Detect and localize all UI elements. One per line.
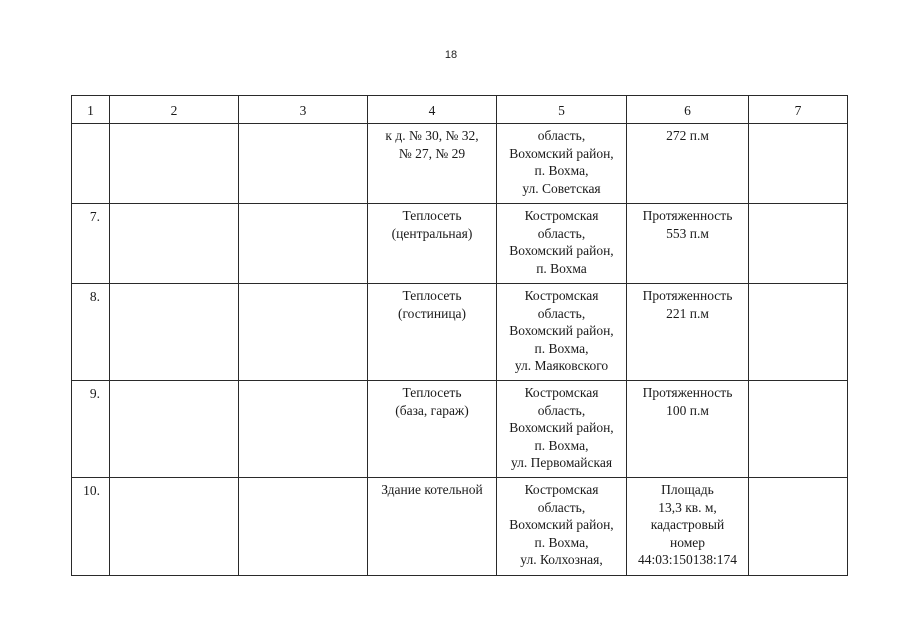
cell-characteristics [627, 478, 749, 576]
row-number: 9. [89, 386, 100, 401]
cell-col-3 [239, 381, 368, 478]
object-name: Теплосеть (база, гараж) [395, 385, 469, 418]
row-number-cell [72, 124, 110, 204]
cell-col-3 [239, 478, 368, 576]
cell-col-7 [749, 284, 848, 381]
table-row [72, 124, 848, 204]
row-number-cell [72, 478, 110, 576]
address: Костромская область, Вохомский район, п. Вохма, ул. Маяковского [509, 288, 614, 373]
row-number: 7. [89, 209, 100, 224]
cell-object-name [368, 478, 497, 576]
row-number-cell [72, 204, 110, 284]
property-table [71, 95, 848, 576]
cell-col-2 [110, 381, 239, 478]
table-row [72, 381, 848, 478]
cell-object-name [368, 381, 497, 478]
row-number: 10. [83, 483, 100, 498]
cell-col-7 [749, 478, 848, 576]
cell-object-name [368, 204, 497, 284]
address: Костромская область, Вохомский район, п. Вохма, ул. Первомайская [509, 385, 614, 470]
cell-col-2 [110, 204, 239, 284]
column-header-4: 4 [368, 96, 497, 124]
cell-col-3 [239, 284, 368, 381]
cell-col-7 [749, 124, 848, 204]
cell-col-2 [110, 124, 239, 204]
cell-col-3 [239, 204, 368, 284]
object-name: Теплосеть (гостиница) [397, 288, 467, 321]
cell-address [497, 284, 627, 381]
column-header-5: 5 [497, 96, 627, 124]
cell-characteristics [627, 204, 749, 284]
cell-col-2 [110, 284, 239, 381]
cell-address [497, 204, 627, 284]
characteristics: Площадь 13,3 кв. м, кадастровый номер 44:03:150138:174 [637, 482, 737, 567]
cell-address [497, 124, 627, 204]
cell-object-name [368, 124, 497, 204]
address: область, Вохомский район, п. Вохма, ул. Советская [509, 128, 614, 196]
table-row [72, 204, 848, 284]
characteristics: Протяженность 553 п.м [642, 208, 733, 241]
characteristics: Протяженность 100 п.м [642, 385, 733, 418]
cell-address [497, 381, 627, 478]
cell-col-3 [239, 124, 368, 204]
address: Костромская область, Вохомский район, п. Вохма, ул. Колхозная, [509, 482, 614, 567]
table-header-row [72, 96, 848, 124]
column-header-2: 2 [110, 96, 239, 124]
row-number: 8. [89, 289, 100, 304]
cell-characteristics [627, 124, 749, 204]
cell-col-7 [749, 204, 848, 284]
address: Костромская область, Вохомский район, п. Вохма [509, 208, 614, 276]
cell-characteristics [627, 381, 749, 478]
row-number-cell [72, 381, 110, 478]
column-header-3: 3 [239, 96, 368, 124]
page-number: 18 [444, 49, 458, 61]
table-row [72, 284, 848, 381]
object-name: Здание котельной [381, 482, 483, 497]
column-header-6: 6 [627, 96, 749, 124]
column-header-1: 1 [72, 96, 110, 124]
cell-col-2 [110, 478, 239, 576]
table-row [72, 478, 848, 576]
object-name: к д. № 30, № 32, № 27, № 29 [385, 128, 479, 161]
row-number-cell [72, 284, 110, 381]
cell-col-7 [749, 381, 848, 478]
characteristics: 272 п.м [666, 128, 709, 143]
cell-address [497, 478, 627, 576]
cell-object-name [368, 284, 497, 381]
column-header-7: 7 [749, 96, 848, 124]
cell-characteristics [627, 284, 749, 381]
characteristics: Протяженность 221 п.м [642, 288, 733, 321]
object-name: Теплосеть (центральная) [391, 208, 473, 241]
